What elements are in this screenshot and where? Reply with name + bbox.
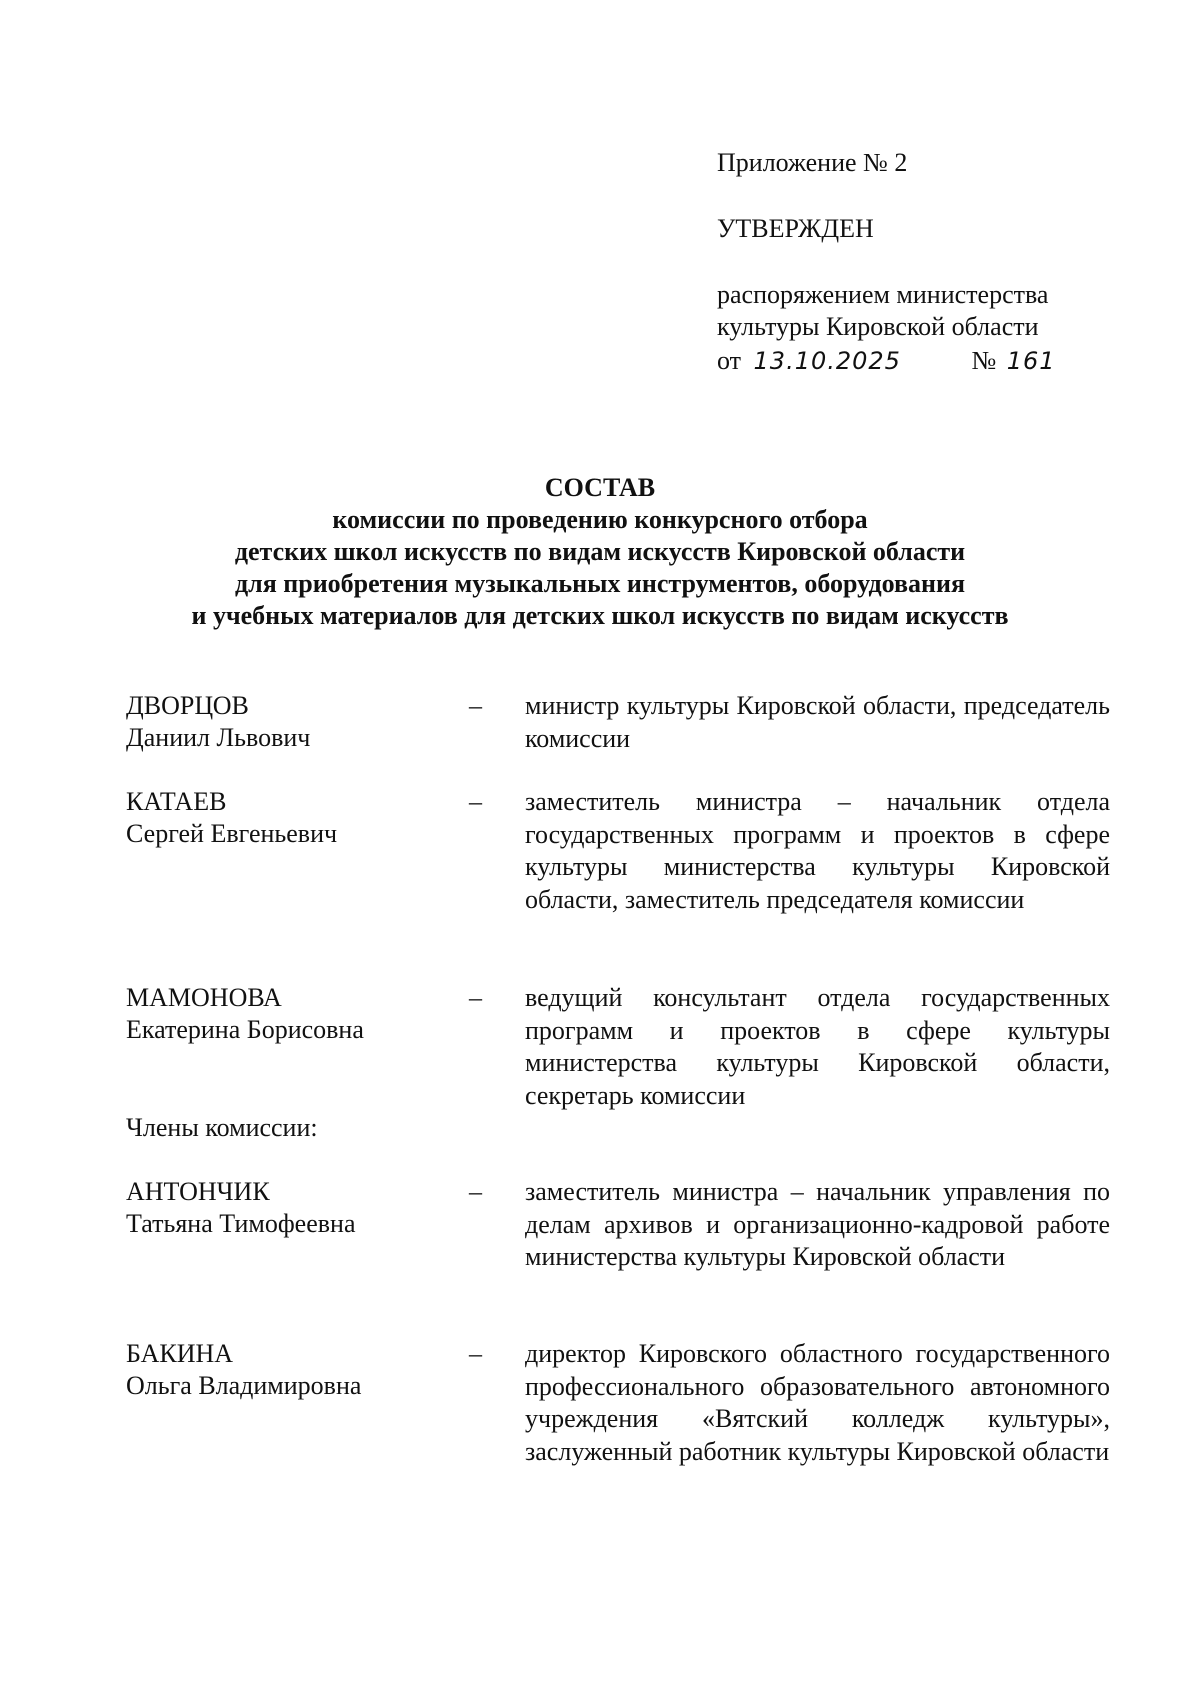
approved-by-line-2: культуры Кировской области [717, 312, 1039, 341]
dash-separator: – [469, 1339, 482, 1368]
member-surname: БАКИНА [126, 1339, 234, 1368]
appendix-label: Приложение № 2 [717, 148, 908, 177]
title-line-1: комиссии по проведению конкурсного отбора [332, 505, 868, 534]
handwritten-date: 13.10.2025 [753, 347, 901, 375]
member-given-name: Сергей Евгеньевич [126, 819, 338, 848]
member-name [126, 982, 364, 1046]
member-name [126, 690, 310, 754]
date-number-line [717, 344, 1056, 378]
member-name [126, 786, 337, 850]
member-name [126, 1338, 361, 1402]
member-surname: АНТОНЧИК [126, 1177, 270, 1206]
member-given-name: Ольга Владимировна [126, 1371, 362, 1400]
title-line-4: и учебных материалов для детских школ искусств по видам искусств [191, 601, 1009, 630]
document-title: СОСТАВ [544, 473, 656, 502]
approved-by-line-1: распоряжением министерства [717, 280, 1049, 309]
title-line-2: детских школ искусств по видам искусств Кировской области [234, 537, 966, 566]
handwritten-number: 161 [1006, 347, 1056, 375]
member-given-name: Екатерина Борисовна [126, 1015, 364, 1044]
dash-separator: – [469, 983, 482, 1012]
member-role: заместитель министра – начальник отдела государственных программ и проектов в сфере культуры министерства культуры Кировской области, заместитель председателя комиссии [525, 787, 1110, 914]
member-surname: МАМОНОВА [126, 983, 282, 1012]
member-role: заместитель министра – начальник управления по делам архивов и организационно-кадровой работе министерства культуры Кировской области [525, 1177, 1110, 1271]
date-prefix: от [717, 346, 742, 375]
member-role: министр культуры Кировской области, председатель комиссии [525, 691, 1110, 753]
member-given-name: Татьяна Тимофеевна [126, 1209, 356, 1238]
members-label: Члены комиссии: [126, 1113, 318, 1142]
number-prefix: № [971, 346, 997, 375]
dash-separator: – [469, 1177, 482, 1206]
member-given-name: Даниил Львович [126, 723, 311, 752]
member-surname: КАТАЕВ [126, 787, 227, 816]
dash-separator: – [469, 691, 482, 720]
approved-label: УТВЕРЖДЕН [717, 214, 874, 243]
member-role: ведущий консультант отдела государственных программ и проектов в сфере культуры министерства культуры Кировской области, секретарь комиссии [525, 983, 1110, 1110]
member-surname: ДВОРЦОВ [126, 691, 249, 720]
dash-separator: – [469, 787, 482, 816]
member-name [126, 1176, 356, 1240]
member-role: директор Кировского областного государственного профессионального образовательного автономного учреждения «Вятский колледж культуры», заслуженный работник культуры Кировской области [525, 1339, 1110, 1466]
title-line-3: для приобретения музыкальных инструментов, оборудования [234, 569, 966, 598]
